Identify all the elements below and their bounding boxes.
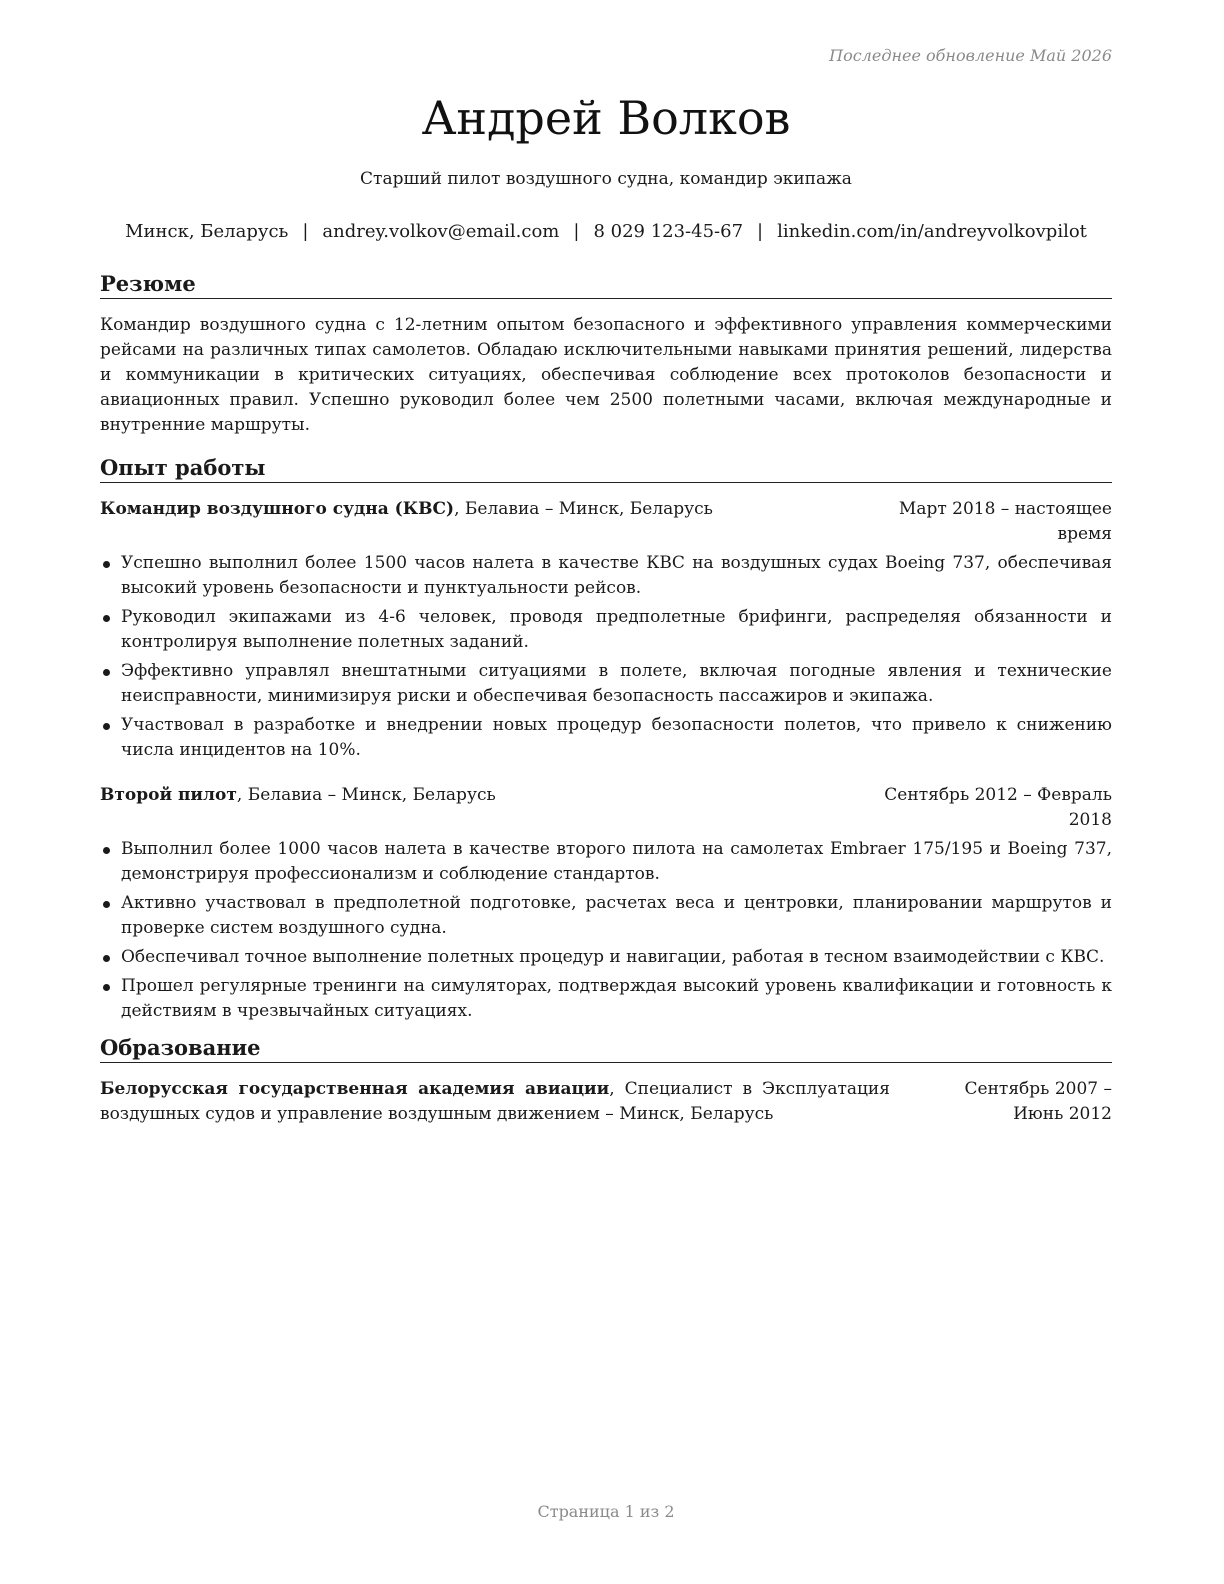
contact-separator: |	[757, 221, 764, 242]
education-entry	[100, 1077, 1112, 1127]
section-title-experience: Опыт работы	[100, 454, 1112, 483]
experience-section	[100, 454, 1112, 1024]
list-item: Руководил экипажами из 4-6 человек, проводя предполетные брифинги, распределяя обязанности и контролируя выполнение полетных заданий.	[100, 605, 1112, 655]
contact-location: Минск, Беларусь	[125, 221, 289, 242]
job-org: , Белавиа – Минск, Беларусь	[454, 499, 713, 519]
job-dates: Сентябрь 2012 – Февраль 2018	[884, 785, 1112, 830]
list-item: Обеспечивал точное выполнение полетных процедур и навигации, работая в тесном взаимодействии с КВС.	[100, 945, 1112, 970]
job-role: Командир воздушного судна (КВС)	[100, 499, 455, 519]
job-dates: Март 2018 – настоящее время	[898, 499, 1112, 544]
section-title-summary: Резюме	[100, 270, 1112, 299]
education-title-line	[100, 1077, 890, 1127]
job-title-line	[100, 783, 877, 808]
list-item: Успешно выполнил более 1500 часов налета в качестве КВС на воздушных судах Boeing 737, обеспечивая высокий уровень безопасности и пунктуальности рейсов.	[100, 551, 1112, 601]
contact-separator: |	[302, 221, 309, 242]
summary-section	[100, 270, 1112, 438]
list-item: Активно участвовал в предполетной подготовке, расчетах веса и центровки, планировании маршрутов и проверке систем воздушного судна.	[100, 891, 1112, 941]
job-entry	[100, 497, 1112, 763]
resume-page	[100, 0, 1112, 1584]
contact-phone: 8 029 123-45-67	[593, 221, 744, 242]
job-bullets	[100, 837, 1112, 1024]
last-updated: Последнее обновление Май 2026	[829, 46, 1112, 65]
job-bullets	[100, 551, 1112, 763]
contact-line	[100, 220, 1112, 244]
job-subtitle: Старший пилот воздушного судна, командир экипажа	[360, 169, 852, 189]
list-item: Эффективно управлял внештатными ситуациями в полете, включая погодные явления и технические неисправности, минимизируя риски и обеспечивая безопасность пассажиров и экипажа.	[100, 659, 1112, 709]
list-item: Участвовал в разработке и внедрении новых процедур безопасности полетов, что привело к снижению числа инцидентов на 10%.	[100, 713, 1112, 763]
job-entry	[100, 783, 1112, 1024]
contact-linkedin[interactable]: linkedin.com/in/andreyvolkovpilot	[777, 221, 1087, 242]
section-title-education: Образование	[100, 1034, 1112, 1063]
contact-email[interactable]: andrey.volkov@email.com	[322, 221, 560, 242]
job-header	[100, 783, 1112, 833]
summary-text: Командир воздушного судна с 12-летним опытом безопасного и эффективного управления коммерческими рейсами на различных типах самолетов. Обладаю исключительными навыками принятия решений, лидерства и коммуникации в критических ситуациях, обеспечивая соблюдение всех протоколов безопасности и авиационных правил. Успешно руководил более чем 2500 полетными часами, включая международные и внутренние маршруты.	[100, 315, 1112, 435]
person-name: Андрей Волков	[421, 91, 791, 145]
education-institution: Белорусская государственная академия авиации	[100, 1079, 610, 1099]
job-header	[100, 497, 1112, 547]
contact-separator: |	[573, 221, 580, 242]
job-org: , Белавиа – Минск, Беларусь	[236, 785, 496, 805]
education-details: , Специалист в Эксплуатация воздушных судов и управление воздушным движением – Минск, Беларусь	[100, 1079, 890, 1124]
list-item: Прошел регулярные тренинги на симуляторах, подтверждая высокий уровень квалификации и готовность к действиям в чрезвычайных ситуациях.	[100, 974, 1112, 1024]
page-number: Страница 1 из 2	[537, 1502, 675, 1521]
list-item: Выполнил более 1000 часов налета в качестве второго пилота на самолетах Embraer 175/195 и Boeing 737, демонстрируя профессионализм и соблюдение стандартов.	[100, 837, 1112, 887]
job-role: Второй пилот	[100, 785, 237, 805]
resume-content	[100, 270, 1112, 1127]
education-section	[100, 1034, 1112, 1127]
job-title-line	[100, 497, 877, 522]
education-dates: Сентябрь 2007 – Июнь 2012	[964, 1079, 1112, 1124]
